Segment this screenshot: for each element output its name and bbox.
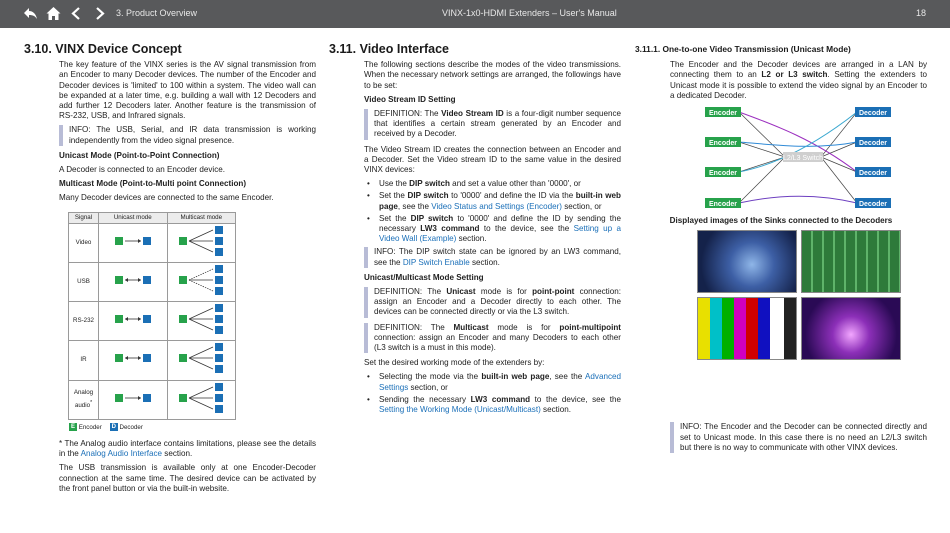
list-item: • Sending the necessary LW3 command to the device, see the Setting the Working Mode (Unicast/Multicast) section. [364, 395, 621, 415]
decoder-label: Decoder [858, 110, 888, 118]
info-note: INFO: The USB, Serial, and IR data transmission is working independently from the video signal presence. [59, 125, 316, 145]
encoder-label: Encoder [708, 201, 738, 209]
unicast-diagram [705, 105, 927, 212]
link-dip-switch[interactable]: DIP Switch Enable [402, 257, 470, 267]
multicast-cell [167, 341, 236, 380]
list-item: • Selecting the mode via the built-in web page, see the Advanced Settings section, or [364, 372, 621, 392]
encoder-label: Encoder [708, 110, 738, 118]
table-header: Signal [69, 212, 99, 223]
table-legend: E Encoder D Decoder [70, 423, 143, 431]
table-row [69, 263, 236, 302]
column-unicast [635, 44, 927, 458]
column-video-interface [329, 44, 621, 418]
intro-paragraph: The following sections describe the modes of the video transmissions. When the necessary network settings are arranged, the followings have to be set: [364, 60, 621, 90]
decoder-label: Decoder [858, 201, 888, 209]
encoder-badge: E [70, 424, 75, 431]
link-analog-audio[interactable]: Analog Audio Interface [80, 449, 163, 459]
multicast-cell [167, 302, 236, 341]
stream-text: The Video Stream ID creates the connection between an Encoder and a Decoder. Set the Video stream ID to the same value in the desired VINX devices: [364, 144, 621, 175]
row-label: USB [69, 263, 99, 302]
unicast-cell [99, 380, 168, 419]
list-item: • Use the DIP switch and set a value other than '0000', or [364, 179, 621, 189]
decoder-label: Decoder [858, 140, 888, 148]
section-title: 3. Product Overview [116, 8, 198, 18]
encoder-label: Encoder [708, 140, 738, 148]
multicast-text: Many Decoder devices are connected to the same Encoder. [59, 193, 274, 203]
definition-note: DEFINITION: The Unicast mode is for point-point connection: assign an Encoder and a Decoder directly to each other. The devices can be connected directly or via the L3 switch. [364, 287, 621, 318]
prev-icon[interactable] [68, 5, 85, 22]
multicast-cell [167, 223, 236, 262]
multicast-title: Multicast Mode (Point-to-Multi point Connection) [59, 179, 247, 189]
multicast-cell [167, 263, 236, 302]
decoder-label: Decoder [858, 170, 888, 178]
top-bar [0, 0, 950, 28]
intro-paragraph: The key feature of the VINX series is the AV signal transmission from an Encoder to many Decoder devices. The number of the Encoder and Decoder devices is 'limited' to 100 within a system. The video wall can be expanded at a later time, e.g. building a wall with 12 Decoders and add further 12 Decoders later. Another feature is the transmission of RS-232, USB, and Infrared signals. [59, 60, 316, 121]
row-label: Analog audio* [69, 380, 99, 419]
row-label: IR [69, 341, 99, 380]
column-device-concept [24, 44, 316, 498]
definition-note: DEFINITION: The Video Stream ID is a four-digit number sequence that identifies a certain stream generated by an Encoder and received by a Decoder. [364, 109, 621, 140]
unicast-cell [99, 263, 168, 302]
figure-caption: Displayed images of the Sinks connected to the Decoders [669, 216, 893, 226]
mode-list [364, 372, 621, 415]
row-label: RS-232 [69, 302, 99, 341]
intro-paragraph: The Encoder and the Decoder devices are arranged in a LAN by connecting them to an L2 or L3 switch. Setting the extenders to Unicast mode it is possible to extend the video signal by an Encoder to a dedicated Decoder. [670, 60, 927, 100]
footnote: * The Analog audio interface contains limitations, please see the details in the Analog Audio Interface section. [59, 439, 316, 459]
encoder-label: Encoder [708, 170, 738, 178]
link-video-status[interactable]: Video Status and Settings (Encoder) [431, 201, 562, 211]
link-advanced-settings[interactable]: Advanced Settings [379, 372, 621, 392]
link-video-wall[interactable]: Setting up a Video Wall (Example) [379, 224, 621, 244]
unicast-cell [99, 302, 168, 341]
unicast-cell [99, 341, 168, 380]
mode-text: Set the desired working mode of the extenders by: [364, 358, 545, 368]
heading-unicast: 3.11.1. One-to-one Video Transmission (Unicast Mode) [635, 44, 851, 54]
info-note: INFO: The DIP switch state can be ignored by an LW3 command, see the DIP Switch Enable section. [364, 247, 621, 267]
definition-note: DEFINITION: The Multicast mode is for point-multipoint connection: assign an Encoder and many Decoders to each other (L3 switch is a must in this mode). [364, 323, 621, 354]
signal-table [68, 212, 236, 420]
sink-image-galaxy [801, 297, 901, 360]
unicast-title: Unicast Mode (Point-to-Point Connection) [59, 150, 220, 160]
row-label: Video [69, 223, 99, 262]
sink-image-desktop [697, 230, 797, 293]
sink-image-testpattern [697, 297, 797, 360]
back-icon[interactable] [22, 5, 39, 22]
table-row [69, 223, 236, 262]
info-note: INFO: The Encoder and the Decoder can be connected directly and set to Unicast mode. In this case there is no need an L2/L3 switch but there is no way to communicate with other VINX devices. [670, 422, 927, 453]
list-item: • Set the DIP switch to '0000' and define the ID by sending the necessary LW3 command to the device, see the Setting up a Video Wall (Example) section. [364, 214, 621, 245]
mode-title: Unicast/Multicast Mode Setting [364, 272, 484, 282]
stream-list [364, 179, 621, 244]
home-icon[interactable] [45, 5, 62, 22]
stream-title: Video Stream ID Setting [364, 94, 456, 104]
heading-device-concept: 3.10. VINX Device Concept [24, 42, 182, 56]
page-number: 18 [916, 8, 927, 18]
sink-images [697, 230, 902, 360]
decoder-badge: D [111, 424, 116, 431]
unicast-cell [99, 223, 168, 262]
nav-buttons [22, 5, 108, 22]
list-item: • Set the DIP switch to '0000' and define the ID via the built-in web page, see the Video Status and Settings (Encoder) section, or [364, 191, 621, 211]
multicast-cell [167, 380, 236, 419]
table-row [69, 302, 236, 341]
table-row [69, 341, 236, 380]
table-header: Unicast mode [99, 212, 168, 223]
unicast-text: A Decoder is connected to an Encoder device. [59, 165, 226, 175]
switch-label: L2/L3 Switch [782, 155, 824, 163]
sink-image-android [801, 230, 901, 293]
table-row [69, 380, 236, 419]
heading-video-interface: 3.11. Video Interface [329, 42, 449, 56]
usb-note: The USB transmission is available only at one Encoder-Decoder connection at the same time. The desired device can be activated by the front panel button or via the built-in website. [59, 463, 316, 493]
link-working-mode[interactable]: Setting the Working Mode (Unicast/Multicast) [379, 405, 541, 415]
document-title: VINX-1x0-HDMI Extenders – User's Manual [442, 8, 617, 18]
table-header: Multicast mode [167, 212, 236, 223]
next-icon[interactable] [91, 5, 108, 22]
